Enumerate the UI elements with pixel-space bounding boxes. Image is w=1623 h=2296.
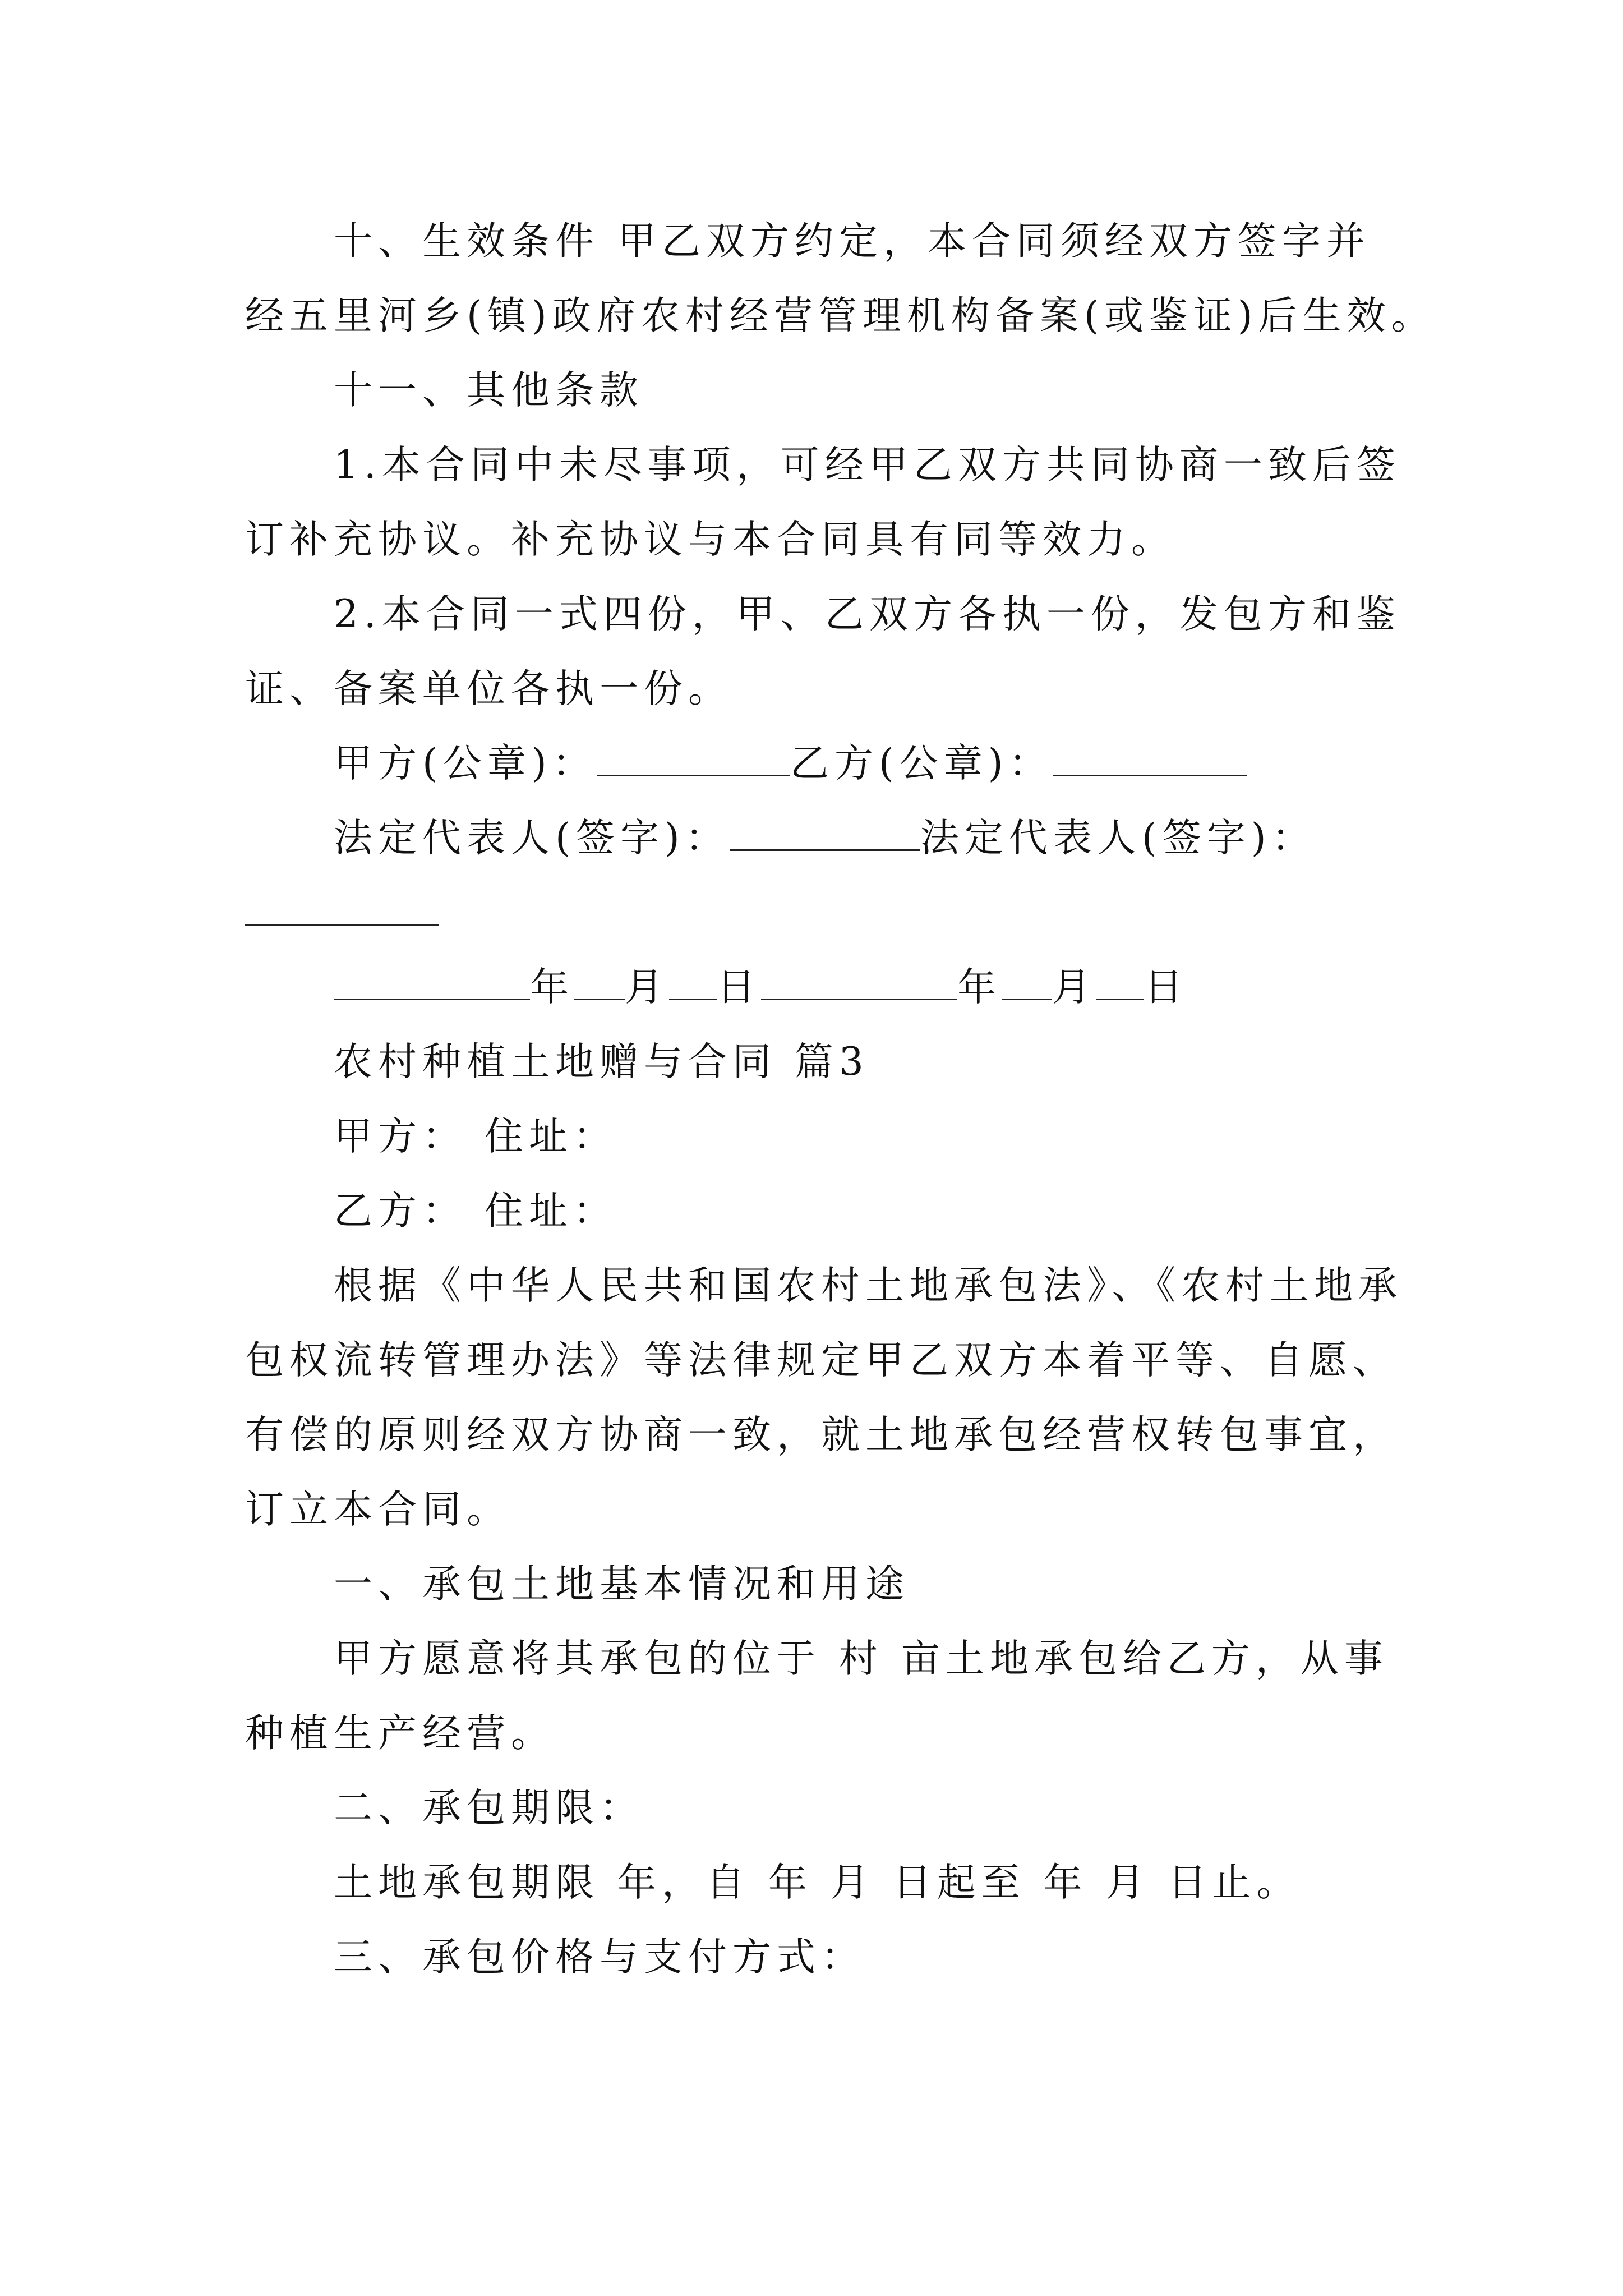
signature-seal-row: [334, 738, 1247, 789]
paragraph-term1-line1: 1.本合同中未尽事项，可经甲乙双方共同协商一致后签: [334, 443, 1401, 487]
section3-title: 农村种植土地赠与合同 篇3: [334, 1039, 869, 1084]
date-b-month-blank: [1002, 966, 1052, 1000]
date-a-year-blank: [334, 966, 530, 1000]
date-a-day-blank: [669, 966, 717, 1000]
date-a-month-blank: [574, 966, 625, 1000]
section3-clause3-title: 三、承包价格与支付方式：: [334, 1935, 865, 1980]
date-b-month-label: 月: [1052, 965, 1096, 1010]
date-a-year-label: 年: [530, 965, 574, 1010]
signature-representative-row: [334, 813, 1316, 863]
date-b-year-label: 年: [957, 965, 1002, 1010]
paragraph-effect-condition-line2: 经五里河乡(镇)政府农村经营管理机构备案(或鉴证)后生效。: [245, 293, 1436, 338]
rep-a-blank: [730, 817, 920, 851]
rep-b-blank: [245, 891, 439, 926]
party-b-seal-label: 乙方(公章)：: [790, 741, 1053, 786]
section3-party-a: 甲方： 住址：: [334, 1114, 617, 1159]
section3-intro-line4: 订立本合同。: [245, 1487, 511, 1532]
heading-other-terms: 十一、其他条款: [334, 368, 644, 413]
party-b-seal-blank: [1053, 742, 1247, 776]
paragraph-term2-line2: 证、备案单位各执一份。: [245, 666, 732, 711]
date-a-month-label: 月: [625, 965, 669, 1010]
signature-rep-b-blank-row: [245, 887, 439, 938]
date-b-day-blank: [1096, 966, 1144, 1000]
rep-b-label: 法定代表人(签字)：: [920, 816, 1316, 861]
section3-intro-line1: 根据《中华人民共和国农村土地承包法》、《农村土地承: [334, 1263, 1403, 1308]
date-b-day-label: 日: [1144, 965, 1188, 1010]
party-a-seal-label: 甲方(公章)：: [334, 741, 597, 786]
date-b-year-blank: [761, 966, 957, 1000]
signature-date-row: [334, 962, 1188, 1013]
section3-clause1-line1: 甲方愿意将其承包的位于 村 亩土地承包给乙方，从事: [334, 1636, 1389, 1681]
section3-party-b: 乙方： 住址：: [334, 1189, 617, 1234]
section3-intro-line2: 包权流转管理办法》等法律规定甲乙双方本着平等、自愿、: [245, 1338, 1397, 1383]
section3-clause2-text: 土地承包期限 年，自 年 月 日起至 年 月 日止。: [334, 1860, 1301, 1905]
paragraph-effect-condition-line1: 十、生效条件 甲乙双方约定，本合同须经双方签字并: [334, 219, 1371, 264]
date-a-day-label: 日: [717, 965, 761, 1010]
section3-clause1-line2: 种植生产经营。: [245, 1711, 555, 1756]
section3-clause2-title: 二、承包期限：: [334, 1786, 644, 1830]
rep-a-label: 法定代表人(签字)：: [334, 816, 730, 861]
paragraph-term2-line1: 2.本合同一式四份，甲、乙双方各执一份，发包方和鉴: [334, 592, 1401, 637]
party-a-seal-blank: [597, 742, 790, 776]
section3-clause1-title: 一、承包土地基本情况和用途: [334, 1562, 910, 1607]
paragraph-term1-line2: 订补充协议。补充协议与本合同具有同等效力。: [245, 517, 1175, 562]
section3-intro-line3: 有偿的原则经双方协商一致，就土地承包经营权转包事宜，: [245, 1412, 1397, 1457]
